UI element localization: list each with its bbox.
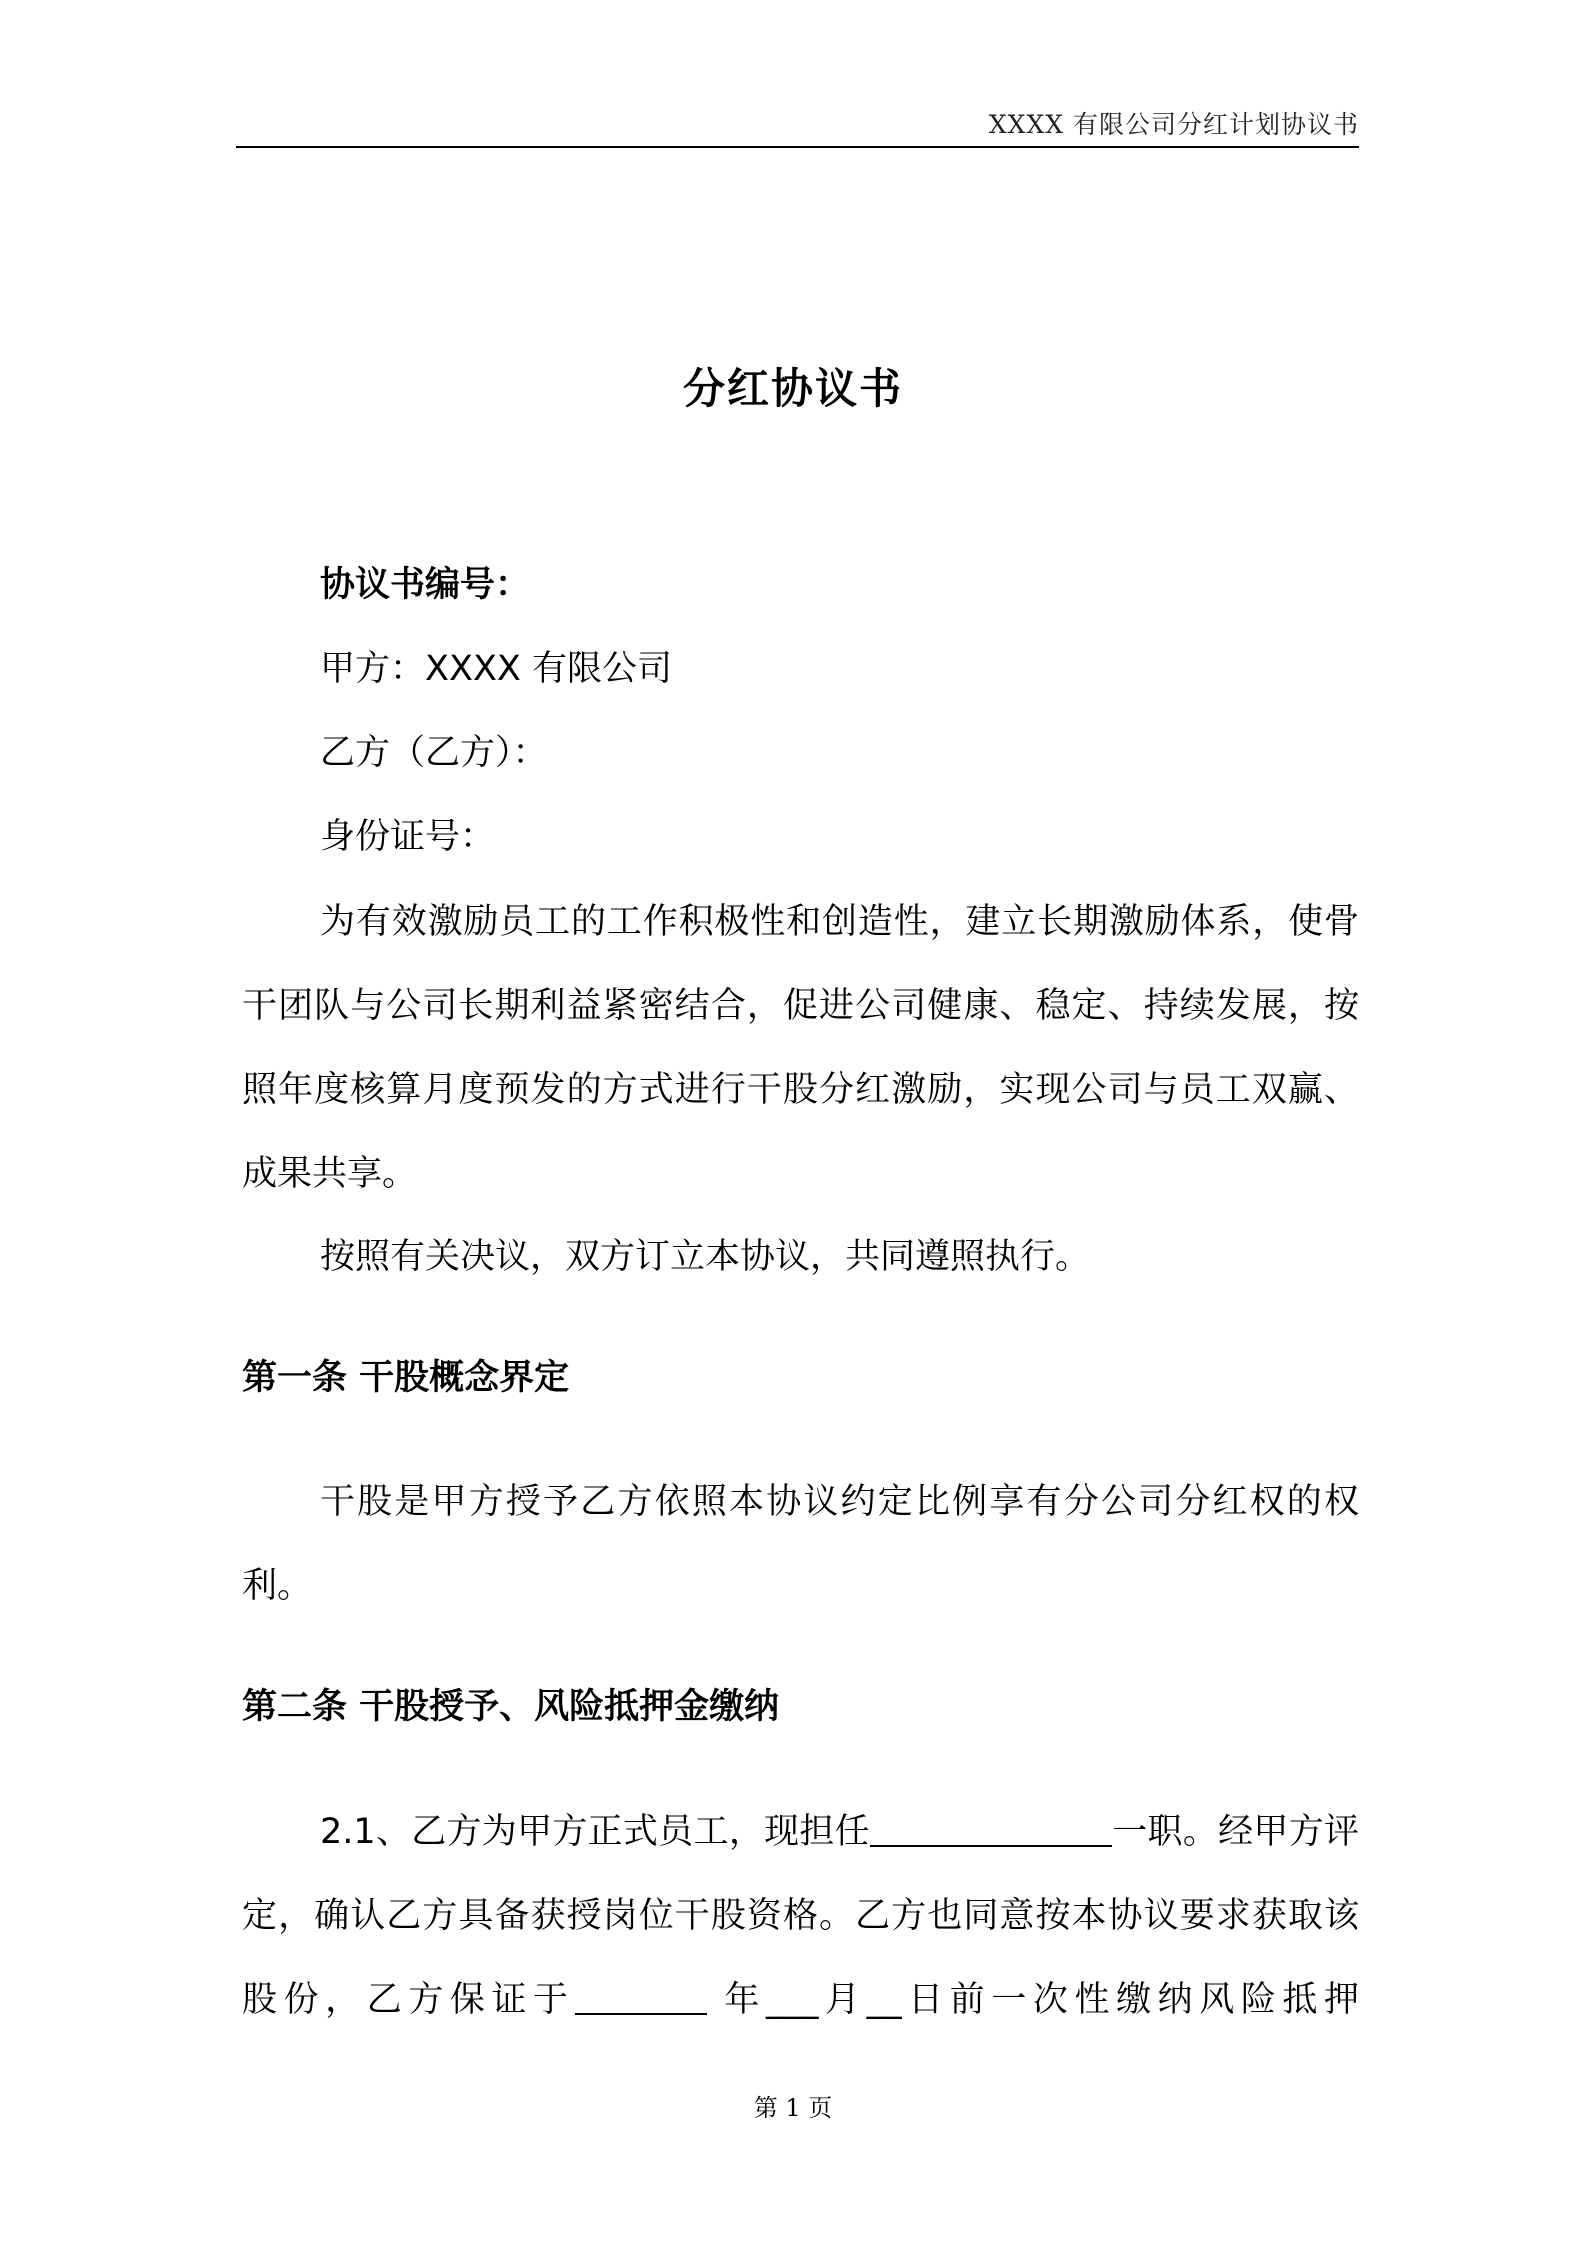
article-1-heading: 第一条 干股概念界定 [242,1358,570,1398]
article-2-text-b: 一职。经甲方评定，确认乙方具备获授岗位干股资格。乙方也同意按本协议要求获取该股份，乙方保证于 [242,1812,1359,2020]
article-2-paragraph [242,1790,1359,2042]
article-2-heading: 第二条 干股授予、风险抵押金缴纳 [242,1687,780,1727]
article-2-text-a: 2.1、乙方为甲方正式员工，现担任 [320,1812,870,1852]
agreement-number-label: 协议书编号： [320,565,531,605]
party-a: 甲方：XXXX 有限公司 [320,649,673,689]
header-rule [236,146,1359,148]
id-number-label: 身份证号： [320,817,496,857]
resolution-paragraph: 按照有关决议，双方订立本协议，共同遵照执行。 [320,1237,1091,1277]
year-blank [575,1978,707,2015]
article-2-text-c: 年___月__日前一次性缴纳风险抵押 [706,1980,1359,2020]
article-1-text: 干股是甲方授予乙方依照本协议约定比例享有分公司分红权的权利。 [242,1482,1359,1606]
running-header: XXXX 有限公司分红计划协议书 [988,110,1359,139]
page-number: 第 1 页 [753,2094,833,2122]
position-blank [870,1810,1112,1847]
preamble-paragraph: 为有效激励员工的工作积极性和创造性，建立长期激励体系，使骨干团队与公司长期利益紧密结合，促进公司健康、稳定、持续发展，按照年度核算月度预发的方式进行干股分红激励，实现公司与员工双赢、成果共享。 [242,902,1359,1194]
document-title: 分红协议书 [682,364,903,413]
party-b: 乙方（乙方）： [320,733,548,773]
